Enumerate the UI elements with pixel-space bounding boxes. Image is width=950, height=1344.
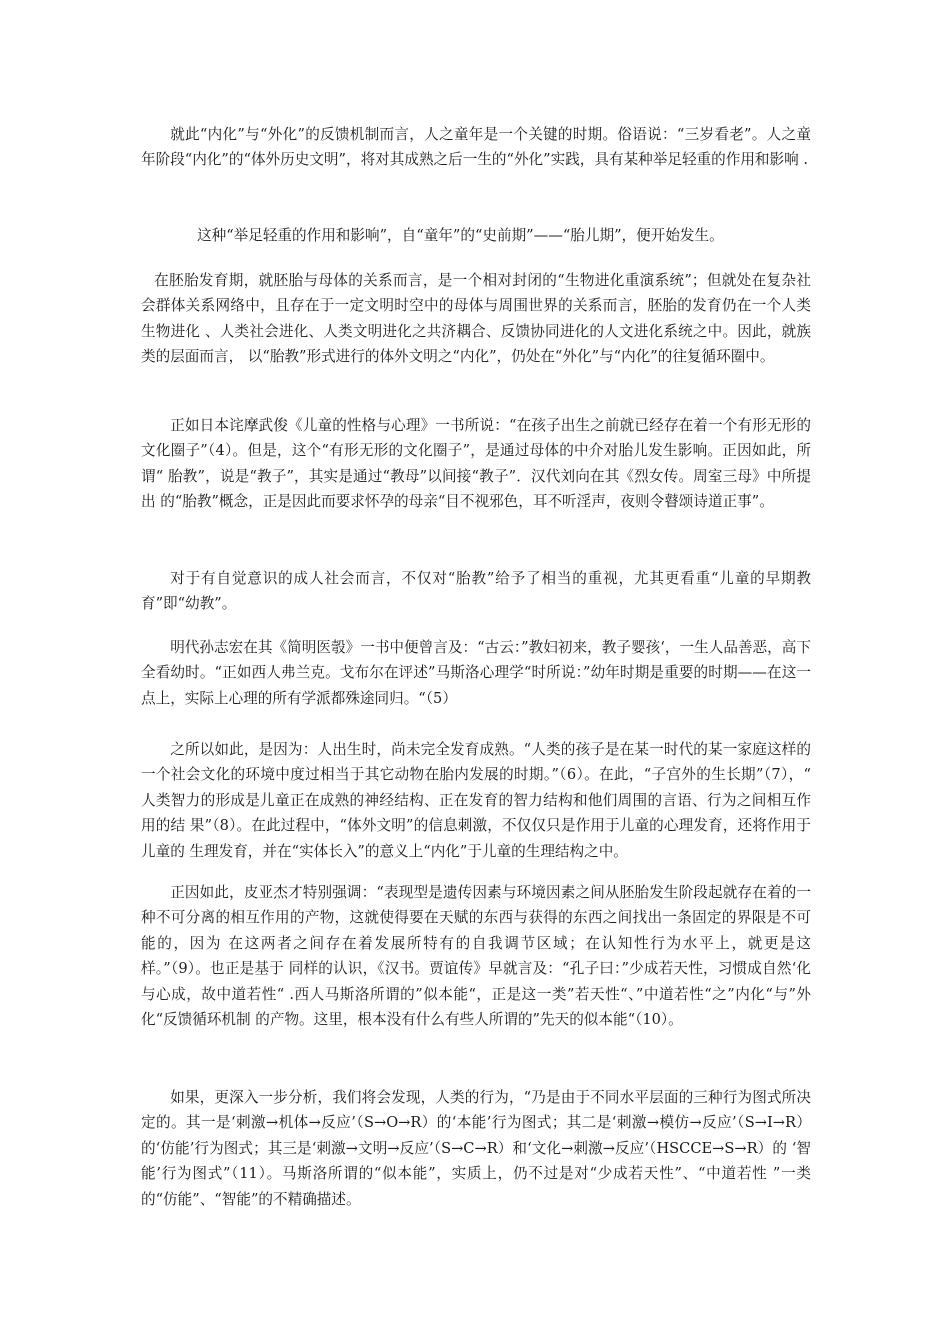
paragraph-piaget: 正因如此，皮亚杰才特别强调：“表现型是遗传因素与环境因素之间从胚胎发生阶段起就存在着的一种不可分离的相互作用的产物，这就使得要在天赋的东西与获得的东西之间找出一条固定的界限是不可能的，因为 在这两者之间存在着发展所特有的自我调节区域；在认知性行为水平上，就更是这样。”（9）。也正是基于 同样的认识，《汉书。贾谊传》早就言及：“孔子曰：”少成若天性，习惯成自然‘化与心成，故中道若性“ .西人马斯洛所谓的”似本能“，正是这一类”若天性“、”中道若性“之”内化“与”外化“反馈循环机制 的产物。这里，根本没有什么有些人所谓的”先天的似本能“（10）。: [141, 884, 811, 1029]
paragraph-behavior-schemas: 如果，更深入一步分析，我们将会发现，人类的行为，“乃是由于不同水平层面的三种行为图式所决定的。其一是‘刺激→机体→反应’（S→O→R）的‘本能’行为图式；其二是‘刺激→模仿→反应’（S→I→R）的‘仿能’行为图式；其三是‘刺激→文明→反应’（S→C→R）和‘文化→刺激→反应’（HSCCE→S→R）的 ‘智能’行为图式”（11）。马斯洛所谓的“似本能”，实质上，仍不过是对“少成若天性”、“中道若性 ”一类的“仿能”、“智能”的不精确描述。: [141, 1089, 811, 1208]
paragraph-cultural-circle: 正如日本诧摩武俊《儿童的性格与心理》一书所说：“在孩子出生之前就已经存在着一个有形无形的文化圈子”（4）。但是，这个“有形无形的文化圈子”，是通过母体的中介对胎儿发生影响。正因如此，所谓“ 胎教”，说是“教子”，其实是通过“教母”以间接“教子”．汉代刘向在其《烈女传。周室三母》中所提出 的“胎教”概念，正是因此而要求怀孕的母亲“目不视邪色，耳不听淫声，夜则令瞽颂诗道正事”。: [141, 417, 811, 511]
paragraph-childhood-feedback: 就此“内化”与“外化”的反馈机制而言，人之童年是一个关键的时期。俗语说：“三岁看老”。人之童年阶段“内化”的“体外历史文明”，将对其成熟之后一生的“外化”实践，具有某种举足轻重的作用和影响 .: [141, 126, 811, 169]
paragraph-embryo-development: 在胚胎发育期，就胚胎与母体的关系而言，是一个相对封闭的“生物进化重演系统”；但就处在复杂社会群体关系网络中，且存在于一定文明时空中的母体与周围世界的关系而言，胚胎的发育仍在一个人类生物进化 、人类社会进化、人类文明进化之共济耦合、反馈协同进化的人文进化系统之中。因此，就族类的层面而言， 以“胎教”形式进行的体外文明之“内化”，仍处在“外化”与“内化”的往复循环圈中。: [141, 272, 811, 366]
paragraph-ming-dynasty-quote: 明代孙志宏在其《简明医彀》一书中便曾言及：“古云：”教妇初来，教子婴孩‘，一生人品善恶，高下全看幼时。“正如西人弗兰克。戈布尔在评述”马斯洛心理学“时所说：”幼年时期是重要的时期——在这一 点上，实际上心理的所有学派都殊途同归。“（5）: [141, 639, 811, 707]
paragraph-early-education: 对于有自觉意识的成人社会而言，不仅对“胎教”给予了相当的重视，尤其更看重“儿童的早期教育”即“幼教”。: [141, 570, 811, 613]
paragraph-birth-immaturity: 之所以如此，是因为：人出生时，尚未完全发育成熟。“人类的孩子是在某一时代的某一家庭这样的一个社会文化的环境中度过相当于其它动物在胎内发展的时期。”（6）。在此，“子宫外的生长期”（7），“ 人类智力的形成是儿童正在成熟的神经结构、正在发育的智力结构和他们周围的言语、行为之间相互作用的结 果”（8）。在此过程中，“体外文明”的信息刺激，不仅仅只是作用于儿童的心理发育，还将作用于儿童的 生理发育，并在“实体长入”的意义上“内化”于儿童的生理结构之中。: [141, 741, 811, 860]
paragraph-fetal-period: 这种“举足轻重的作用和影响”，自“童年”的“史前期”——“胎儿期”，便开始发生。: [197, 227, 724, 244]
